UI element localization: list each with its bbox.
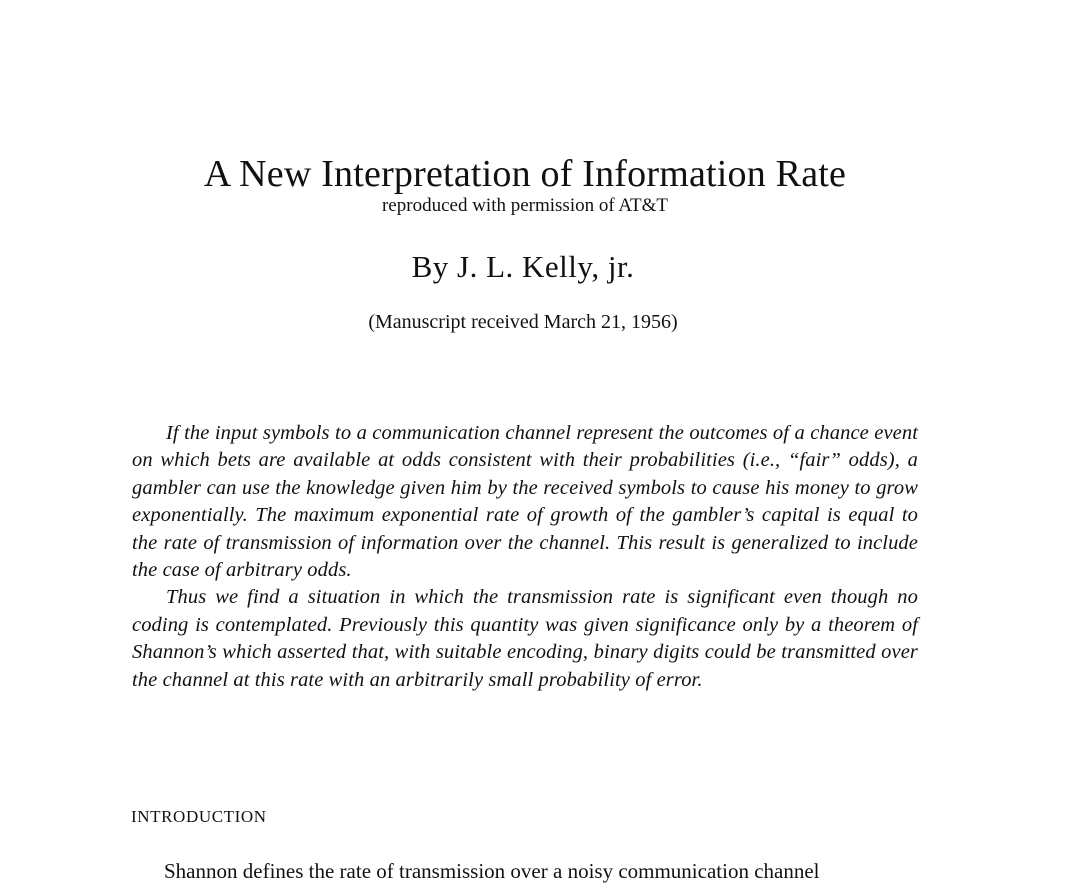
abstract — [132, 420, 918, 694]
paper-title: A New Interpretation of Information Rate — [203, 153, 847, 195]
section-heading-introduction: INTRODUCTION — [131, 807, 267, 826]
introduction-paragraph-1: Shannon defines the rate of transmission over a noisy communication channel — [164, 859, 820, 883]
introduction-body — [132, 857, 918, 885]
paper-subtitle: reproduced with permission of AT&T — [381, 195, 668, 216]
paper-author: By J. L. Kelly, jr. — [411, 249, 635, 284]
abstract-paragraph-1: If the input symbols to a communication channel represent the outcomes of a chance event on which bets are available at odds consistent with their probabilities (i.e., “fair” odds), a gambler can use the knowledge given him by the received symbols to cause his money to grow exponentially. The maximum exponential rate of growth of the gambler’s capital is equal to the rate of transmission of information over the channel. This result is generalized to include the case of arbitrary odds. — [132, 422, 918, 582]
abstract-paragraph-2: Thus we find a situation in which the transmission rate is significant even though no coding is contemplated. Previously this quantity was given significance only by a theorem of Shannon’s which asserted that, with suitable encoding, binary digits could be transmitted over the channel at this rate with an arbitrarily small probability of error. — [132, 586, 918, 691]
manuscript-received-note: (Manuscript received March 21, 1956) — [368, 311, 678, 333]
